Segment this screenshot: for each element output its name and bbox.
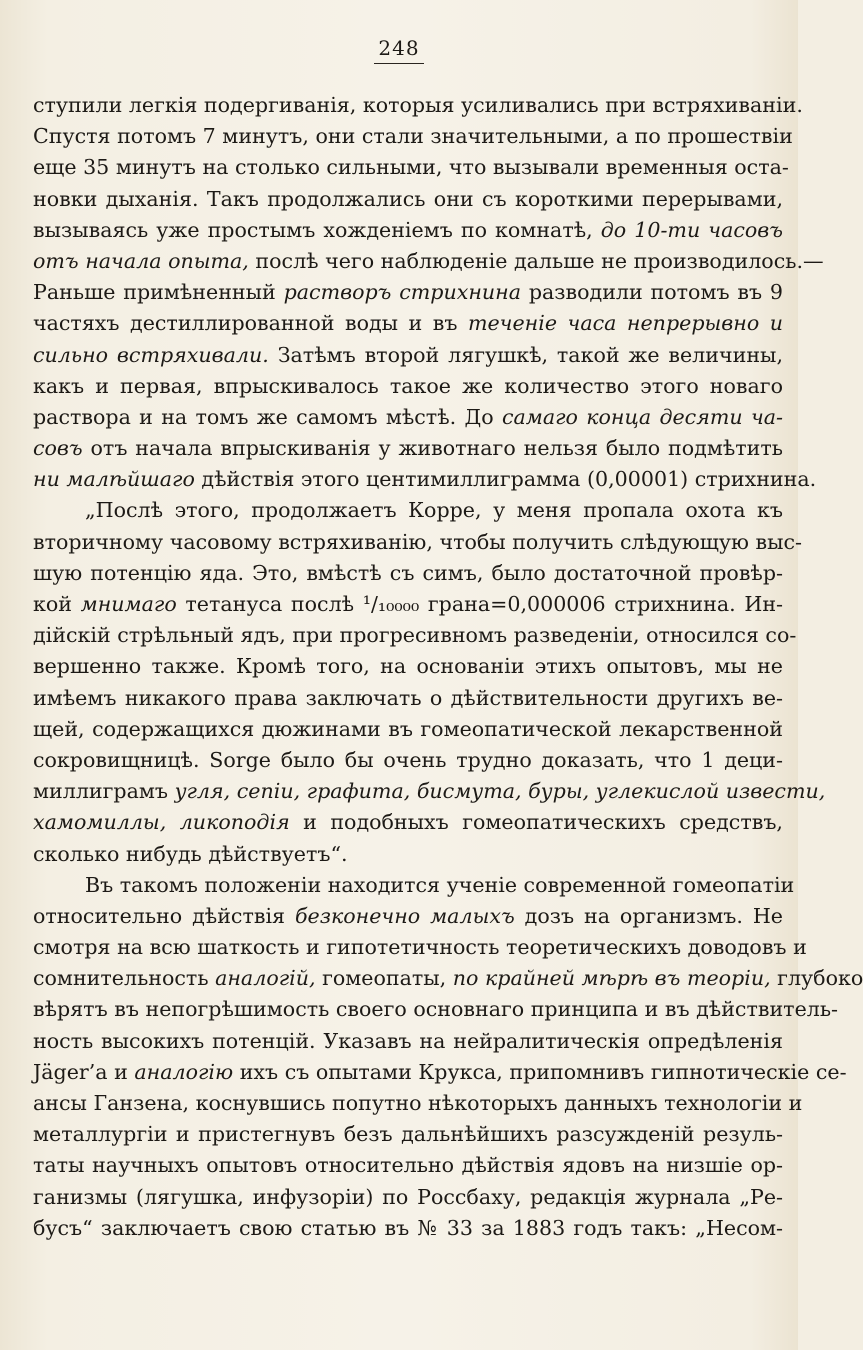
text-line bbox=[33, 839, 783, 870]
text-line bbox=[33, 246, 824, 277]
text-segment: шую потенцію яда. Это, вмѣстѣ съ симъ, было достаточной провѣр- bbox=[33, 560, 783, 585]
italic-text: безконечно малыхъ bbox=[294, 903, 515, 928]
text-line bbox=[33, 308, 783, 339]
text-line bbox=[33, 994, 839, 1025]
text-segment: относительно дѣйствія bbox=[33, 903, 295, 928]
text-line bbox=[33, 745, 783, 776]
text-line bbox=[33, 215, 783, 246]
italic-text: хамомиллы, ликоподія bbox=[33, 810, 290, 835]
text-line bbox=[33, 152, 789, 183]
text-line bbox=[33, 870, 795, 901]
italic-text: угля, сепіи, графита, бисмута, буры, углекислой извести, bbox=[174, 779, 826, 804]
text-line bbox=[33, 1213, 783, 1244]
italic-text: мнимаго bbox=[80, 592, 177, 616]
text-segment: миллиграмъ bbox=[33, 779, 175, 804]
text-line bbox=[33, 433, 783, 464]
text-segment: Jäger’а и bbox=[33, 1059, 135, 1084]
text-segment: частяхъ дестиллированной воды и въ bbox=[33, 311, 468, 336]
italic-text: аналогію bbox=[134, 1059, 234, 1084]
text-line bbox=[33, 527, 802, 558]
text-line bbox=[33, 1026, 783, 1057]
text-segment: дійскій стрѣльный ядъ, при прогресивномъ разведеніи, относился со- bbox=[33, 623, 797, 648]
text-line bbox=[33, 683, 783, 714]
text-line bbox=[33, 495, 783, 526]
text-line bbox=[33, 402, 783, 433]
text-segment: Спустя потомъ 7 минутъ, они стали значительными, а по прошествіи bbox=[33, 124, 793, 149]
text-line bbox=[33, 807, 783, 838]
text-segment: сомнительность bbox=[33, 966, 216, 991]
text-line bbox=[33, 277, 783, 308]
text-line bbox=[33, 963, 863, 994]
text-segment: щей, содержащихся дюжинами въ гомеопатической лекарственной bbox=[33, 716, 783, 741]
text-segment: кой bbox=[33, 592, 81, 616]
text-line bbox=[33, 1119, 783, 1150]
text-line bbox=[33, 371, 783, 402]
text-segment: ансы Ганзена, коснувшись попутно нѣкоторыхъ данныхъ технологіи и bbox=[33, 1091, 803, 1115]
text-line bbox=[33, 90, 803, 121]
text-segment: новки дыханія. Такъ продолжались они съ короткими перерывами, bbox=[33, 186, 783, 211]
text-line bbox=[33, 901, 783, 932]
text-line bbox=[33, 776, 826, 807]
text-segment: ихъ съ опытами Крукса, припомнивъ гипнотическіе се- bbox=[233, 1059, 847, 1084]
page-number-text: 248 bbox=[374, 36, 423, 64]
text-segment: таты научныхъ опытовъ относительно дѣйствія ядовъ на низшіе ор- bbox=[33, 1153, 783, 1178]
italic-text: до 10-ти часовъ bbox=[600, 217, 783, 242]
text-segment: металлургіи и пристегнувъ безъ дальнѣйшихъ разсужденій резуль- bbox=[33, 1122, 783, 1147]
text-segment: раствора и на томъ же самомъ мѣстѣ. До bbox=[33, 404, 502, 429]
text-segment: какъ и первая, впрыскивалось такое же количество этого новаго bbox=[33, 373, 783, 398]
text-segment: еще 35 минутъ на столько сильными, что вызывали временныя оста- bbox=[33, 155, 789, 180]
text-segment: бусъ“ заключаетъ свою статью въ № 33 за 1883 годъ такъ: „Несом- bbox=[33, 1215, 783, 1240]
text-segment: вѣрятъ въ непогрѣшимость своего основнаго принципа и въ дѣйствитель- bbox=[33, 997, 839, 1022]
text-segment: вызываясь уже простымъ хожденіемъ по комнатѣ, bbox=[33, 217, 601, 242]
text-segment: разводили потомъ въ 9 bbox=[521, 280, 783, 305]
italic-text: теченіе часа непрерывно и bbox=[467, 311, 783, 336]
italic-text: отъ начала опыта, bbox=[33, 248, 249, 273]
text-line bbox=[33, 620, 797, 651]
text-segment: вершенно также. Кромѣ того, на основаніи этихъ опытовъ, мы не bbox=[33, 654, 783, 679]
text-line bbox=[33, 340, 783, 371]
body-text bbox=[33, 90, 863, 1244]
text-segment: сокровищницѣ. Sorge было бы очень трудно доказать, что 1 деци- bbox=[33, 747, 783, 772]
text-line bbox=[33, 1088, 803, 1119]
text-segment: тетануса послѣ ¹/₁₀₀₀₀ грана=0,000006 стрихнина. Ин- bbox=[176, 592, 784, 616]
text-line bbox=[33, 558, 783, 589]
text-segment: глубоко bbox=[770, 966, 863, 991]
italic-text: растворъ стрихнина bbox=[283, 280, 522, 305]
text-line bbox=[33, 464, 817, 495]
text-line bbox=[33, 1182, 783, 1213]
italic-text: сильно встряхивали. bbox=[33, 342, 269, 367]
text-segment: Раньше примѣненный bbox=[33, 280, 284, 305]
text-segment: Затѣмъ второй лягушкѣ, такой же величины, bbox=[268, 342, 783, 367]
text-segment: послѣ чего наблюденіе дальше не производилось.— bbox=[248, 248, 824, 273]
italic-text: аналогій, bbox=[215, 966, 316, 991]
text-line bbox=[33, 121, 793, 152]
text-segment: ступили легкія подергиванія, которыя усиливались при встряхиваніи. bbox=[33, 93, 803, 117]
text-segment: ганизмы (лягушка, инфузоріи) по Россбаху, редакція журнала „Ре- bbox=[33, 1184, 783, 1209]
italic-text: самаго конца десяти ча- bbox=[501, 404, 783, 429]
text-line bbox=[33, 589, 783, 620]
italic-text: совъ bbox=[33, 436, 83, 461]
text-segment: ность высокихъ потенцій. Указавъ на нейралитическія опредѣленія bbox=[33, 1028, 783, 1053]
text-line bbox=[33, 714, 783, 745]
text-line bbox=[33, 932, 807, 963]
text-segment: отъ начала впрыскиванія у животнаго нельзя было подмѣтить bbox=[82, 436, 783, 461]
text-segment: „Послѣ этого, продолжаетъ Корре, у меня пропала охота къ bbox=[85, 498, 783, 523]
italic-text: ни малѣйшаго bbox=[33, 467, 195, 492]
text-segment: и подобныхъ гомеопатическихъ средствъ, bbox=[289, 810, 783, 835]
text-line bbox=[33, 1057, 847, 1088]
text-line bbox=[33, 1150, 783, 1181]
text-segment: дозъ на организмъ. Не bbox=[514, 903, 783, 928]
text-segment: смотря на всю шаткость и гипотетичность теоретическихъ доводовъ и bbox=[33, 935, 807, 960]
text-segment: сколько нибудь дѣйствуетъ“. bbox=[33, 841, 348, 866]
text-segment: гомеопаты, bbox=[315, 966, 453, 991]
text-segment: вторичному часовому встряхиванію, чтобы получить слѣдующую выс- bbox=[33, 529, 802, 554]
text-line bbox=[33, 651, 783, 682]
text-segment: Въ такомъ положеніи находится ученіе современной гомеопатіи bbox=[85, 872, 795, 897]
text-line bbox=[33, 184, 783, 215]
italic-text: по крайней мѣрѣ въ теоріи, bbox=[452, 966, 771, 991]
text-segment: имѣемъ никакого права заключать о дѣйствительности другихъ ве- bbox=[33, 685, 783, 710]
text-segment: дѣйствія этого центимиллиграмма (0,00001) стрихнина. bbox=[194, 467, 817, 492]
page-number bbox=[0, 36, 798, 64]
